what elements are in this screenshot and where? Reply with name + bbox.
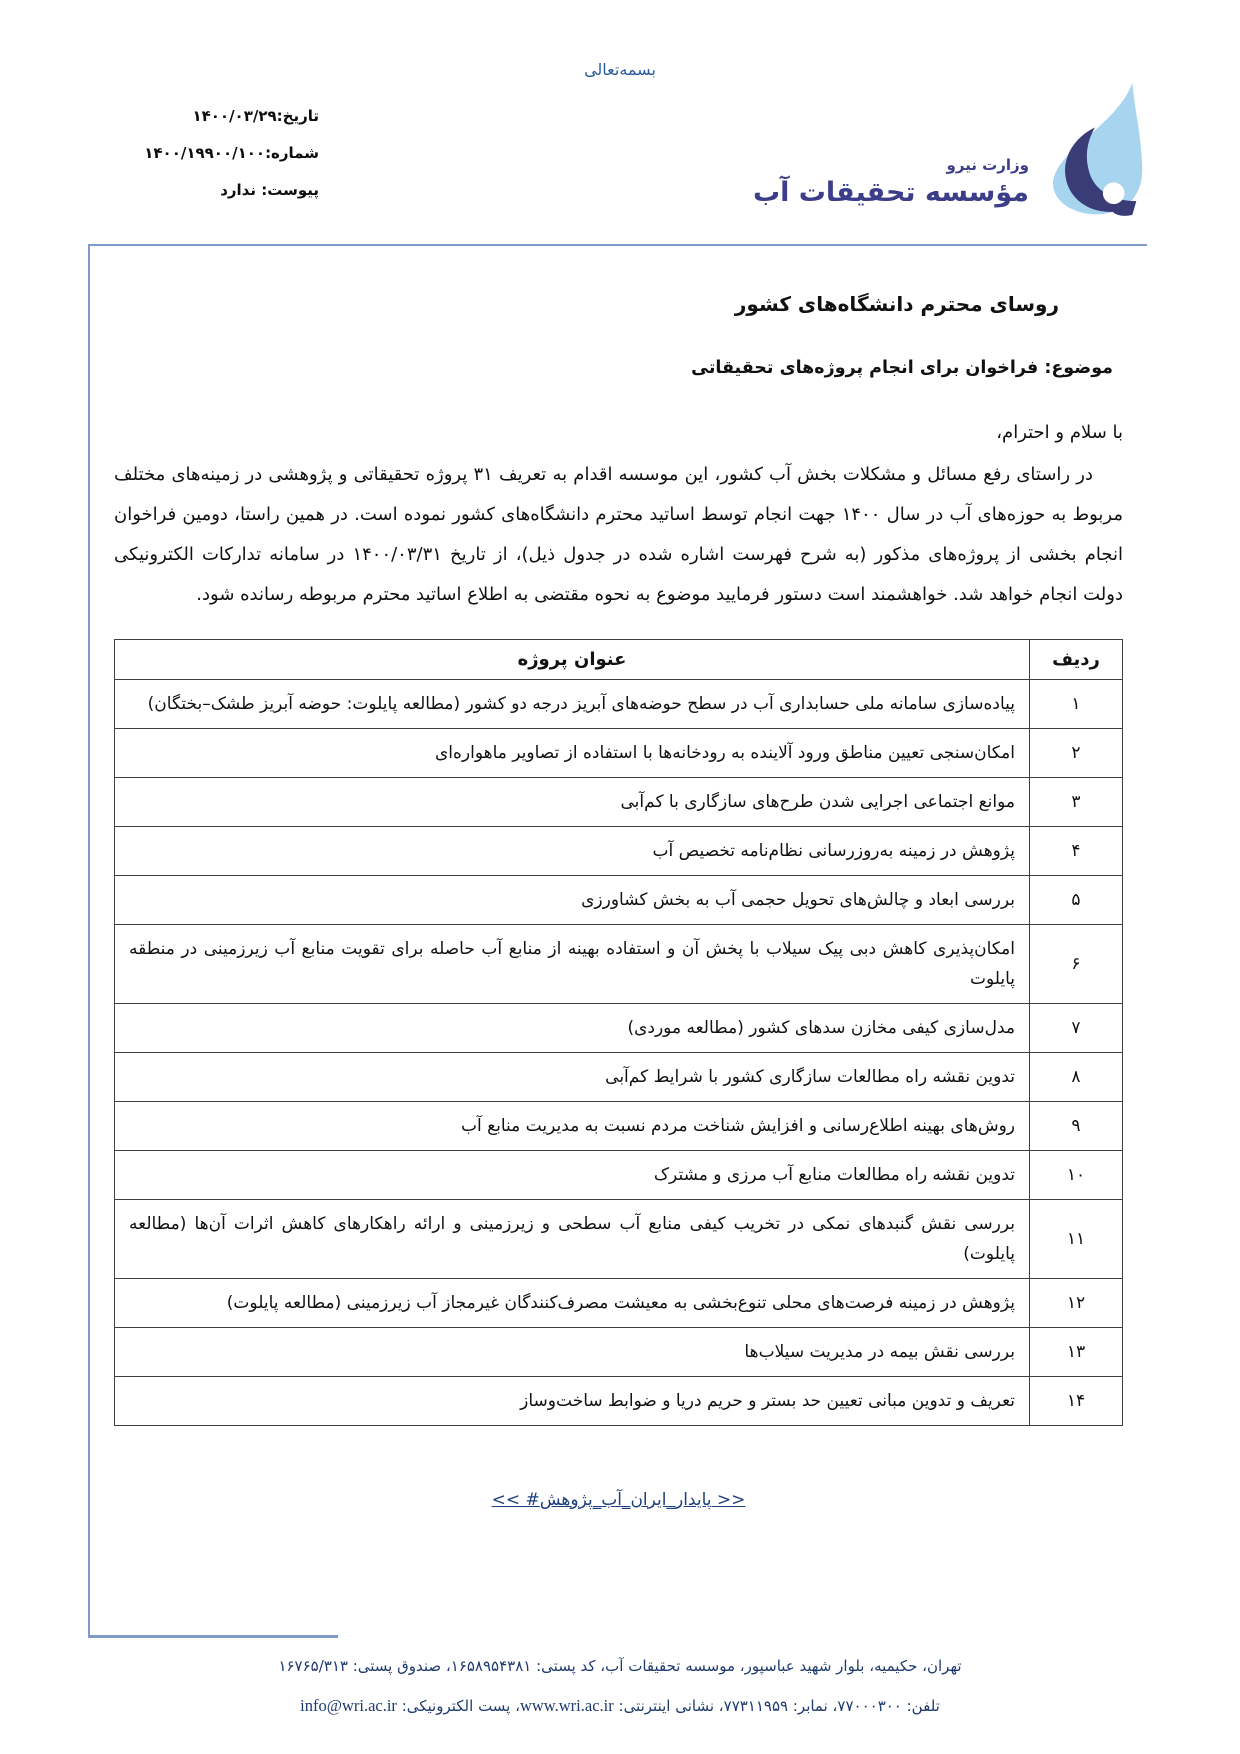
row-number-cell: ۴ (1030, 827, 1123, 876)
date-label: تاریخ: (276, 107, 319, 125)
footer-address: تهران، حکیمیه، بلوار شهید عباسپور، موسسه تحقیقات آب، کد پستی: ۱۶۵۸۹۵۴۳۸۱، صندوق پستی: ۱۶۷۶۵/۳۱۳ (278, 1657, 962, 1675)
project-title-cell: روش‌های بهینه اطلاع‌رسانی و افزایش شناخت مردم نسبت به مدیریت منابع آب (115, 1102, 1030, 1151)
table-row (115, 778, 1123, 827)
body-paragraph: در راستای رفع مسائل و مشکلات بخش آب کشور، این موسسه اقدام به تعریف ۳۱ پروژه تحقیقاتی و پژوهشی در زمینه‌های مختلف مربوط به حوزه‌های آب در سال ۱۴۰۰ جهت انجام توسط اساتید محترم دانشگاه‌های کشور نموده است. در همین راستا، دومین فراخوان انجام بخشی از پروژه‌های مذکور (به شرح فهرست اشاره شده در جدول ذیل)، از تاریخ ۱۴۰۰/۰۳/۳۱ در سامانه تدارکات الکترونیکی دولت انجام خواهد شد. خواهشمند است دستور فرمایید موضوع به نحوه مقتضی به اطلاع اساتید محترم مربوطه رسانده شود. (114, 464, 1123, 605)
number-label: شماره: (265, 144, 319, 162)
attachment-label: پیوست: (261, 181, 319, 199)
table-row (115, 680, 1123, 729)
row-number-cell: ۹ (1030, 1102, 1123, 1151)
project-title-cell: تعریف و تدوین مبانی تعیین حد بستر و حریم دریا و ضوابط ساخت‌وساز (115, 1377, 1030, 1426)
table-row (115, 1004, 1123, 1053)
table-header (115, 640, 1123, 680)
organization-logo (753, 78, 1155, 216)
projects-table (114, 639, 1123, 1426)
project-title-cell: پژوهش در زمینه به‌روزرسانی نظام‌نامه تخصیص آب (115, 827, 1030, 876)
date-value: ۱۴۰۰/۰۳/۲۹ (192, 107, 277, 125)
website-url: www.wri.ac.ir (519, 1696, 614, 1715)
row-number-cell: ۵ (1030, 876, 1123, 925)
ministry-name: وزارت نیرو (946, 156, 1029, 174)
header-row-number: ردیف (1030, 640, 1123, 680)
number-value: ۱۴۰۰/۱۹۹۰۰/۱۰۰ (144, 144, 266, 162)
date-line (104, 98, 319, 135)
logo-text-block (753, 156, 1029, 216)
row-number-cell: ۱۳ (1030, 1328, 1123, 1377)
table-header-row (115, 640, 1123, 680)
campaign-hashtag: << #پژوهش‎_‎آب‎_‎ایران‎_‎پایدار >> (491, 1490, 746, 1510)
document-meta (104, 98, 319, 209)
project-title-cell: امکان‌پذیری کاهش دبی پیک سیلاب با پخش آن و استفاده بهینه از منابع آب حاصله برای تقویت منابع آب زیرزمینی در منطقه پایلوت (115, 925, 1030, 1004)
row-number-cell: ۱۱ (1030, 1200, 1123, 1279)
table-row (115, 827, 1123, 876)
email-address: info@wri.ac.ir (300, 1696, 397, 1715)
project-title-cell: تدوین نقشه راه مطالعات منابع آب مرزی و مشترک (115, 1151, 1030, 1200)
project-title-cell: مدل‌سازی کیفی مخازن سدهای کشور (مطالعه موردی) (115, 1004, 1030, 1053)
table-row (115, 1102, 1123, 1151)
project-title-cell: بررسی نقش گنبدهای نمکی در تخریب کیفی منابع آب سطحی و زیرزمینی و ارائه راهکارهای کاهش اثرات آن‌ها (مطالعه پایلوت) (115, 1200, 1030, 1279)
project-title-cell: پیاده‌سازی سامانه ملی حسابداری آب در سطح حوضه‌های آبریز درجه دو کشور (مطالعه پایلوت: حوضه آبریز طشک–بختگان) (115, 680, 1030, 729)
row-number-cell: ۳ (1030, 778, 1123, 827)
row-number-cell: ۲ (1030, 729, 1123, 778)
table-row (115, 1053, 1123, 1102)
table-row (115, 925, 1123, 1004)
header-project-title: عنوان پروژه (115, 640, 1030, 680)
row-number-cell: ۸ (1030, 1053, 1123, 1102)
project-title-cell: پژوهش در زمینه فرصت‌های محلی تنوع‌بخشی به معیشت مصرف‌کنندگان غیرمجاز آب زیرزمینی (مطالعه پایلوت) (115, 1279, 1030, 1328)
table-row (115, 1328, 1123, 1377)
row-number-cell: ۱۲ (1030, 1279, 1123, 1328)
row-number-cell: ۱۰ (1030, 1151, 1123, 1200)
row-number-cell: ۱۴ (1030, 1377, 1123, 1426)
contact-text-pre: تلفن: ۷۷۰۰۰۳۰۰، نمابر: ۷۷۳۱۱۹۵۹، نشانی اینترنتی: (613, 1697, 940, 1715)
recipient-title: روسای محترم دانشگاه‌های کشور (734, 292, 1059, 316)
table-row (115, 1151, 1123, 1200)
salutation: با سلام و احترام، (996, 422, 1123, 443)
contact-text-mid: ، پست الکترونیکی: (396, 1697, 520, 1715)
table-body (115, 680, 1123, 1426)
project-title-cell: بررسی ابعاد و چالش‌های تحویل حجمی آب به بخش کشاورزی (115, 876, 1030, 925)
attachment-value: ندارد (220, 181, 256, 199)
footer-contact (0, 1686, 1240, 1726)
footer (0, 1646, 1240, 1726)
attachment-line (104, 172, 319, 209)
table-row (115, 1200, 1123, 1279)
table-row (115, 729, 1123, 778)
project-title-cell: بررسی نقش بیمه در مدیریت سیلاب‌ها (115, 1328, 1030, 1377)
row-number-cell: ۱ (1030, 680, 1123, 729)
project-title-cell: موانع اجتماعی اجرایی شدن طرح‌های سازگاری با کم‌آبی (115, 778, 1030, 827)
water-drop-icon (1037, 78, 1155, 216)
row-number-cell: ۶ (1030, 925, 1123, 1004)
project-title-cell: امکان‌سنجی تعیین مناطق ورود آلاینده به رودخانه‌ها با استفاده از تصاویر ماهواره‌ای (115, 729, 1030, 778)
subject-line: موضوع: فراخوان برای انجام پروژه‌های تحقیقاتی (691, 358, 1113, 378)
project-title-cell: تدوین نقشه راه مطالعات سازگاری کشور با شرایط کم‌آبی (115, 1053, 1030, 1102)
basmala-text: بسمه‌تعالی (584, 60, 656, 79)
letter-frame (88, 244, 1147, 1635)
hashtag-line (114, 1490, 1123, 1510)
institute-name: مؤسسه تحقیقات آب (753, 177, 1029, 208)
table-row (115, 1377, 1123, 1426)
table-row (115, 876, 1123, 925)
row-number-cell: ۷ (1030, 1004, 1123, 1053)
table-row (115, 1279, 1123, 1328)
number-line (104, 135, 319, 172)
